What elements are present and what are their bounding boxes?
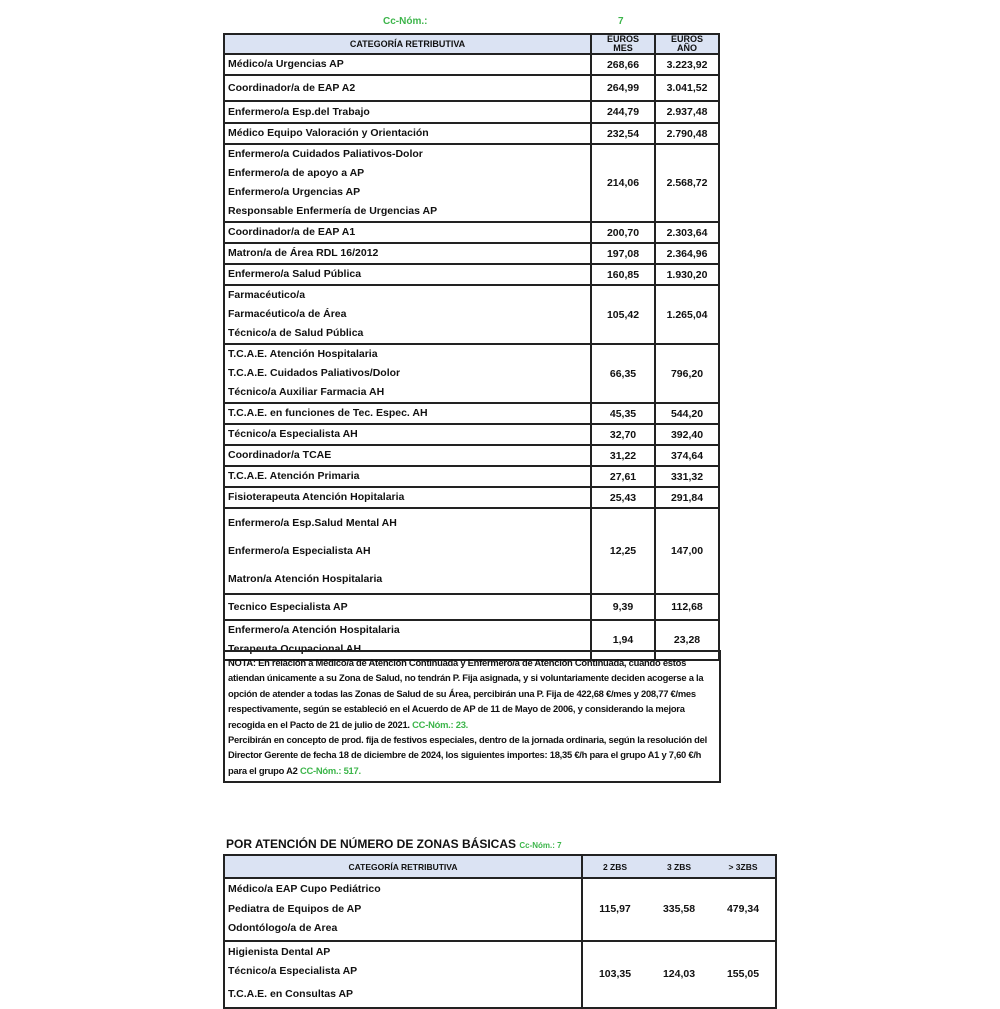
category-cell bbox=[224, 466, 591, 487]
category-name: Médico Equipo Valoración y Orientación bbox=[228, 127, 429, 139]
table-row bbox=[224, 54, 719, 75]
header-euros-anio-line2: AÑO bbox=[677, 43, 697, 53]
zbs-table-body bbox=[224, 878, 776, 1008]
table-row bbox=[224, 222, 719, 243]
category-name: Enfermero/a Salud Pública bbox=[228, 268, 362, 280]
note-paragraph-1: NOTA: En relación a Médico/a de Atención Continuada y Enfermero/a de Atención Continuada, cuando éstos atiendan únicamente a su Zona de Salud, no tendrán P. Fija asignada, y si voluntariamente deciden acogerse a la opción de atender a todas las Zonas de Salud de su Área, percibirán una P. Fija de 422,68 €/mes y 208,77 €/mes respectivamente, según se estableció en el Acuerdo de AP de 11 de Mayo de 2006, y considerando la mejora recogida en el Pacto de 21 de julio de 2021. bbox=[228, 657, 704, 730]
table-row bbox=[224, 123, 719, 144]
category-name: Responsable Enfermería de Urgencias AP bbox=[228, 205, 438, 217]
header-euros-mes bbox=[591, 34, 655, 54]
table-row bbox=[224, 264, 719, 285]
category-name: Enfermero/a Atención Hospitalaria bbox=[228, 624, 400, 636]
euros-anio-cell: 2.303,64 bbox=[655, 222, 719, 243]
euros-mes-cell: 1,94 bbox=[591, 620, 655, 660]
table-row bbox=[224, 75, 719, 101]
salary-table bbox=[223, 33, 720, 661]
euros-mes-cell: 214,06 bbox=[591, 144, 655, 222]
table-row bbox=[224, 285, 719, 344]
euros-anio-cell: 2.568,72 bbox=[655, 144, 719, 222]
category-name: Técnico/a Auxiliar Farmacia AH bbox=[228, 386, 385, 398]
table-header-row bbox=[224, 34, 719, 54]
category-name: Matron/a Atención Hospitalaria bbox=[228, 573, 383, 585]
euros-anio-cell: 544,20 bbox=[655, 403, 719, 424]
euros-anio-cell: 147,00 bbox=[655, 508, 719, 594]
category-cell bbox=[224, 54, 591, 75]
table-row bbox=[224, 466, 719, 487]
zbs-header-more-3: > 3ZBS bbox=[711, 855, 776, 878]
zbs-value-zbs2: 115,97 bbox=[582, 878, 647, 941]
category-cell bbox=[224, 487, 591, 508]
header-euros-mes-line1: EUROS bbox=[606, 34, 639, 44]
category-cell bbox=[224, 75, 591, 101]
euros-mes-cell: 232,54 bbox=[591, 123, 655, 144]
note-cc-nom-23: CC-Nóm.: 23. bbox=[412, 718, 469, 730]
euros-mes-cell: 160,85 bbox=[591, 264, 655, 285]
category-cell bbox=[224, 445, 591, 466]
zbs-header-2: 2 ZBS bbox=[582, 855, 647, 878]
category-cell bbox=[224, 344, 591, 403]
category-name: Fisioterapeuta Atención Hopitalaria bbox=[228, 491, 405, 503]
category-name: Farmacéutico/a de Área bbox=[228, 308, 347, 320]
zbs-category-cell bbox=[224, 878, 582, 941]
category-name: Enfermero/a Especialista AH bbox=[228, 545, 371, 557]
euros-anio-cell: 291,84 bbox=[655, 487, 719, 508]
category-name: Coordinador/a de EAP A2 bbox=[228, 81, 356, 94]
category-name: T.C.A.E. Atención Hospitalaria bbox=[228, 348, 378, 360]
euros-anio-cell: 2.937,48 bbox=[655, 101, 719, 123]
zbs-value-zbs4: 479,34 bbox=[711, 878, 776, 941]
euros-anio-cell: 331,32 bbox=[655, 466, 719, 487]
table-row bbox=[224, 344, 719, 403]
zbs-value-zbs3: 124,03 bbox=[647, 941, 711, 1008]
zbs-category-name: Técnico/a Especialista AP bbox=[228, 965, 358, 977]
header-euros-anio bbox=[655, 34, 719, 54]
zbs-header-3: 3 ZBS bbox=[647, 855, 711, 878]
salary-table-body bbox=[224, 54, 719, 660]
table-row bbox=[224, 243, 719, 264]
note-box bbox=[223, 650, 721, 783]
category-name: Enfermero/a Urgencias AP bbox=[228, 186, 361, 198]
table-row bbox=[224, 594, 719, 620]
zbs-category-name: Médico/a EAP Cupo Pediátrico bbox=[228, 883, 381, 895]
category-cell bbox=[224, 508, 591, 594]
euros-anio-cell: 3.041,52 bbox=[655, 75, 719, 101]
zbs-header-row bbox=[224, 855, 776, 878]
cc-nom-value: 7 bbox=[618, 16, 624, 27]
category-name: Enfermero/a Esp.del Trabajo bbox=[228, 105, 370, 118]
euros-mes-cell: 66,35 bbox=[591, 344, 655, 403]
euros-anio-cell: 392,40 bbox=[655, 424, 719, 445]
euros-anio-cell: 1.930,20 bbox=[655, 264, 719, 285]
zbs-category-cell bbox=[224, 941, 582, 1008]
euros-anio-cell: 1.265,04 bbox=[655, 285, 719, 344]
category-cell bbox=[224, 285, 591, 344]
category-cell bbox=[224, 424, 591, 445]
zbs-table-row bbox=[224, 941, 776, 1008]
euros-mes-cell: 9,39 bbox=[591, 594, 655, 620]
table-row bbox=[224, 144, 719, 222]
category-name: T.C.A.E. Cuidados Paliativos/Dolor bbox=[228, 367, 401, 379]
category-name: Tecnico Especialista AP bbox=[228, 600, 348, 613]
note-cc-nom-517: CC-Nóm.: 517. bbox=[300, 764, 361, 776]
euros-mes-cell: 197,08 bbox=[591, 243, 655, 264]
euros-mes-cell: 31,22 bbox=[591, 445, 655, 466]
euros-anio-cell: 2.364,96 bbox=[655, 243, 719, 264]
zbs-cc-nom: Cc-Nóm.: 7 bbox=[519, 841, 562, 850]
category-name: T.C.A.E. en funciones de Tec. Espec. AH bbox=[228, 407, 428, 419]
category-name: Enfermero/a de apoyo a AP bbox=[228, 167, 365, 179]
zbs-category-name: Higienista Dental AP bbox=[228, 945, 331, 958]
table-row bbox=[224, 101, 719, 123]
euros-anio-cell: 112,68 bbox=[655, 594, 719, 620]
zbs-table bbox=[223, 854, 777, 1009]
header-euros-anio-line1: EUROS bbox=[670, 34, 703, 44]
category-name: Enfermero/a Cuidados Paliativos-Dolor bbox=[228, 148, 423, 160]
zbs-section-title bbox=[226, 837, 562, 851]
euros-mes-cell: 105,42 bbox=[591, 285, 655, 344]
table-row bbox=[224, 508, 719, 594]
category-name: Enfermero/a Esp.Salud Mental AH bbox=[228, 517, 397, 529]
category-cell bbox=[224, 243, 591, 264]
category-cell bbox=[224, 222, 591, 243]
header-euros-mes-line2: MES bbox=[613, 43, 633, 53]
category-name: Técnico/a de Salud Pública bbox=[228, 327, 364, 339]
zbs-table-row bbox=[224, 878, 776, 941]
table-row bbox=[224, 445, 719, 466]
zbs-category-name: Odontólogo/a de Area bbox=[228, 922, 338, 934]
euros-mes-cell: 32,70 bbox=[591, 424, 655, 445]
table-row bbox=[224, 424, 719, 445]
zbs-header-category: CATEGORÍA RETRIBUTIVA bbox=[224, 855, 582, 878]
euros-mes-cell: 268,66 bbox=[591, 54, 655, 75]
category-name: Médico/a Urgencias AP bbox=[228, 58, 344, 70]
euros-anio-cell: 3.223,92 bbox=[655, 54, 719, 75]
euros-mes-cell: 244,79 bbox=[591, 101, 655, 123]
category-name: Farmacéutico/a bbox=[228, 289, 306, 301]
table-row bbox=[224, 403, 719, 424]
euros-mes-cell: 45,35 bbox=[591, 403, 655, 424]
header-category: CATEGORÍA RETRIBUTIVA bbox=[224, 34, 591, 54]
category-cell bbox=[224, 403, 591, 424]
category-name: Matron/a de Área RDL 16/2012 bbox=[228, 247, 379, 259]
zbs-category-name: T.C.A.E. en Consultas AP bbox=[228, 987, 354, 1000]
category-cell bbox=[224, 594, 591, 620]
zbs-value-zbs2: 103,35 bbox=[582, 941, 647, 1008]
euros-anio-cell: 796,20 bbox=[655, 344, 719, 403]
category-cell bbox=[224, 123, 591, 144]
category-name: Coordinador/a de EAP A1 bbox=[228, 226, 356, 238]
category-cell bbox=[224, 144, 591, 222]
zbs-value-zbs4: 155,05 bbox=[711, 941, 776, 1008]
category-name: Coordinador/a TCAE bbox=[228, 449, 332, 461]
zbs-value-zbs3: 335,58 bbox=[647, 878, 711, 941]
euros-anio-cell: 23,28 bbox=[655, 620, 719, 660]
euros-mes-cell: 12,25 bbox=[591, 508, 655, 594]
category-name: T.C.A.E. Atención Primaria bbox=[228, 470, 360, 482]
euros-anio-cell: 374,64 bbox=[655, 445, 719, 466]
table-row bbox=[224, 487, 719, 508]
euros-mes-cell: 200,70 bbox=[591, 222, 655, 243]
euros-anio-cell: 2.790,48 bbox=[655, 123, 719, 144]
category-cell bbox=[224, 264, 591, 285]
category-name: Técnico/a Especialista AH bbox=[228, 428, 358, 440]
zbs-title-text: POR ATENCIÓN DE NÚMERO DE ZONAS BÁSICAS bbox=[226, 837, 517, 851]
euros-mes-cell: 27,61 bbox=[591, 466, 655, 487]
category-name: Terapeuta Ocupacional AH bbox=[228, 643, 362, 655]
zbs-category-name: Pediatra de Equipos de AP bbox=[228, 902, 362, 915]
note-paragraph-2: Percibirán en concepto de prod. fija de festivos especiales, dentro de la jornada ordinaria, según la resolución del Director Gerente de fecha 18 de diciembre de 2024, los siguientes importes: 18,35 €/h para el grupo A1 y 7,60 €/h para el grupo A2 bbox=[228, 734, 707, 776]
cc-nom-label: Cc-Nóm.: bbox=[383, 16, 428, 27]
category-cell bbox=[224, 101, 591, 123]
euros-mes-cell: 264,99 bbox=[591, 75, 655, 101]
euros-mes-cell: 25,43 bbox=[591, 487, 655, 508]
